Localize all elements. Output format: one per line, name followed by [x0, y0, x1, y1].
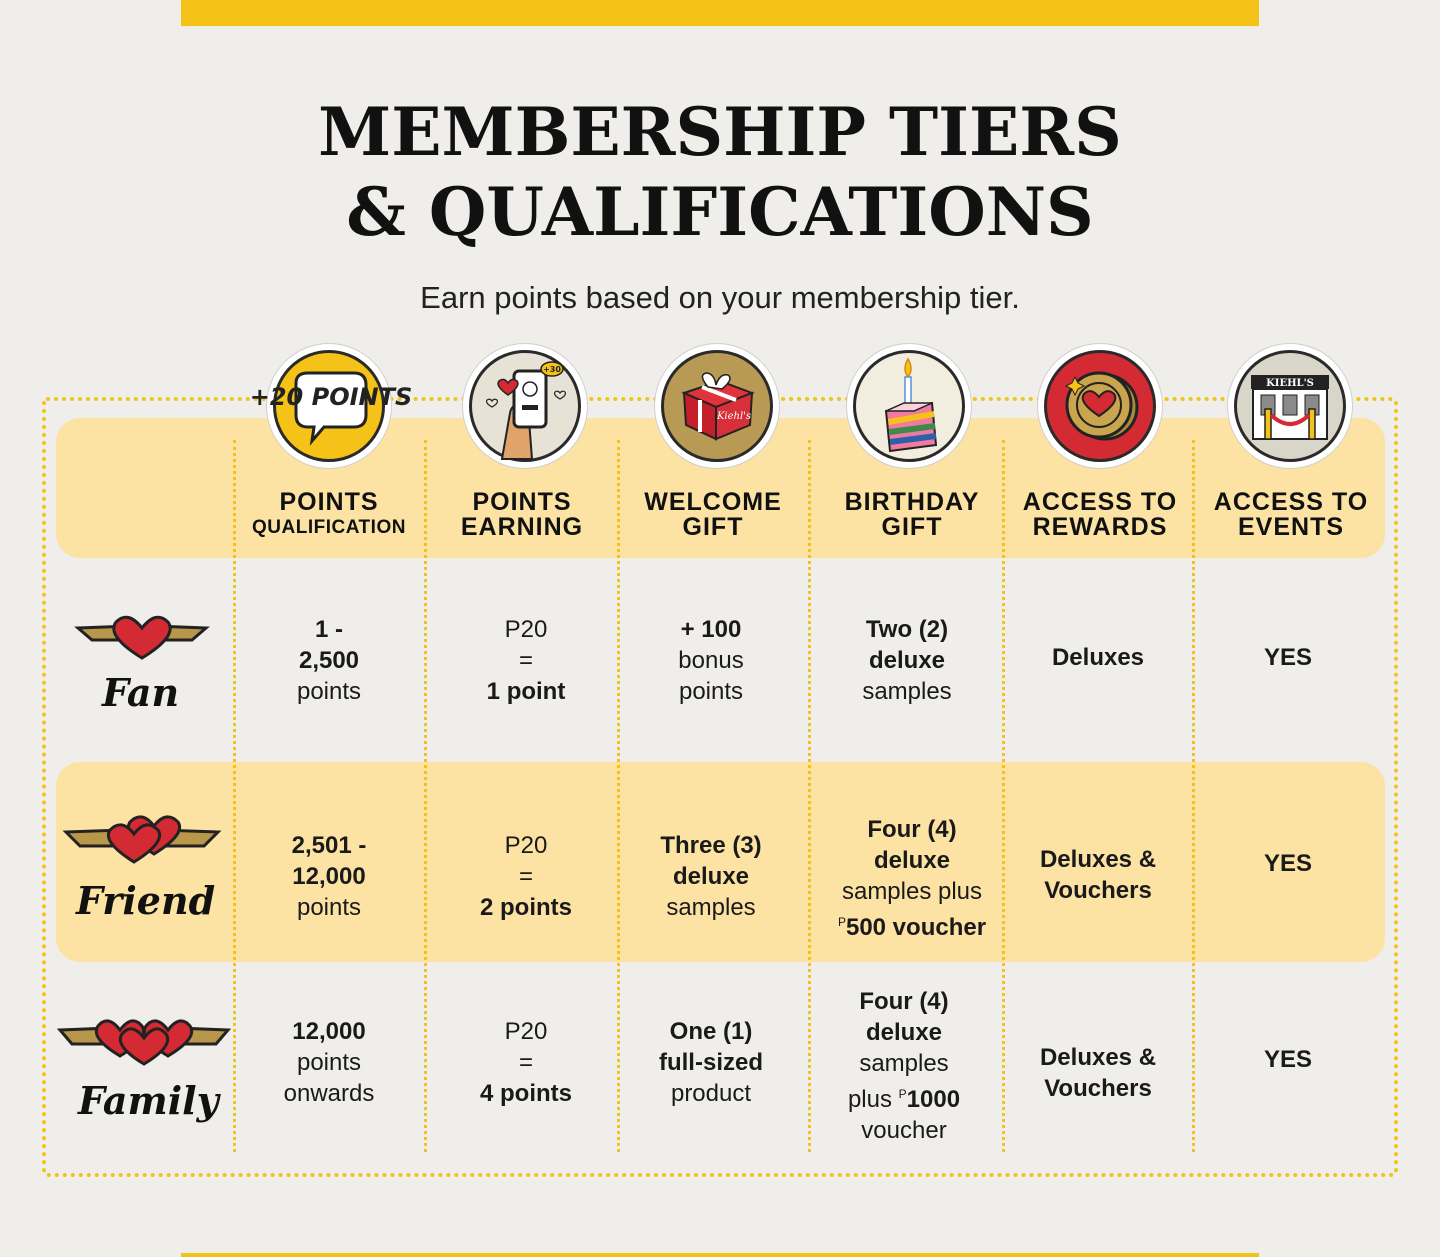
header-line: WELCOME	[644, 488, 782, 516]
cell-line: points	[678, 677, 744, 705]
svg-text:Kiehl's: Kiehl's	[716, 411, 752, 422]
voucher-amount: 1000	[906, 1086, 961, 1113]
cell-line: =	[518, 862, 533, 890]
header-welcome-gift	[620, 490, 806, 540]
cell-line: 2,501 -	[291, 831, 367, 859]
header-line: EARNING	[460, 513, 584, 541]
cell-line: Deluxes &	[1039, 846, 1157, 873]
header-line: POINTS	[472, 488, 572, 516]
page-title	[0, 92, 1440, 252]
cell-line: onwards	[283, 1079, 375, 1107]
peso-sign: P	[837, 914, 846, 929]
cell-line: deluxe	[868, 646, 946, 674]
column-divider	[424, 440, 427, 1152]
cell-line: Three (3)	[660, 831, 762, 859]
cell-line: 12,000	[292, 1017, 366, 1045]
cell-line: Vouchers	[1044, 1075, 1152, 1102]
phone-hearts-icon	[463, 344, 587, 468]
header-points-qualification	[236, 490, 422, 540]
winged-triple-heart-icon	[56, 1012, 232, 1076]
storefront-rope-icon	[1228, 344, 1352, 468]
cell-line: deluxe	[672, 862, 750, 890]
header-line: REWARDS	[1032, 513, 1168, 541]
cell-line: deluxe	[865, 1019, 943, 1046]
cell-line: P20	[504, 1017, 548, 1045]
tier-name-family: Family	[78, 1078, 219, 1123]
header-line: BIRTHDAY	[844, 488, 980, 516]
friend-access-to-rewards	[1005, 800, 1191, 950]
fan-birthday-gift	[812, 600, 1002, 720]
cell-line: samples	[859, 1050, 949, 1077]
cell-line	[812, 1079, 996, 1115]
cell-line: + 100	[680, 615, 742, 643]
cell-line: points	[296, 677, 362, 705]
friend-points-qualification	[236, 816, 422, 936]
header-points-earning	[428, 490, 616, 540]
family-welcome-gift	[620, 1002, 802, 1122]
cell-line: =	[518, 646, 533, 674]
cell-line: samples plus	[841, 877, 983, 905]
cell-line: points	[296, 893, 362, 921]
header-line: GIFT	[881, 513, 943, 541]
title-line-1: MEMBERSHIP TIERS	[318, 93, 1122, 171]
family-access-to-events	[1195, 1004, 1381, 1114]
cell-line: bonus	[678, 646, 744, 674]
svg-text:+20 POINTS: +20 POINTS	[249, 383, 413, 411]
cell-line: Deluxes &	[1039, 1044, 1157, 1071]
cell-line: deluxe	[873, 846, 951, 874]
friend-access-to-events	[1195, 808, 1381, 918]
header-access-to-events	[1195, 490, 1387, 540]
cell-line: One (1)	[669, 1017, 753, 1045]
cell-line: P20	[504, 831, 548, 859]
friend-welcome-gift	[620, 816, 802, 936]
cell-line: YES	[1263, 849, 1313, 877]
header-line: ACCESS TO	[1022, 488, 1178, 516]
cell-line: Two (2)	[865, 615, 949, 643]
cell-line: 2 points	[479, 893, 572, 921]
svg-text:KIEHL'S: KIEHL'S	[1266, 378, 1314, 389]
fan-points-qualification	[236, 600, 422, 720]
tier-name-fan: Fan	[102, 670, 180, 715]
cell-line: 4 points	[479, 1079, 572, 1107]
cell-line: P20	[504, 615, 548, 643]
family-access-to-rewards	[1005, 998, 1191, 1148]
fan-access-to-events	[1195, 600, 1381, 714]
tier-badge-fan	[72, 610, 212, 720]
header-access-to-rewards	[1005, 490, 1195, 540]
cell-line: YES	[1263, 643, 1313, 671]
friend-points-earning	[428, 816, 624, 936]
svg-text:+30: +30	[543, 365, 561, 374]
header-line: POINTS	[279, 488, 379, 516]
header-birthday-gift	[812, 490, 1012, 540]
cell-line: 2,500	[298, 646, 360, 674]
cell-line: Four (4)	[867, 815, 957, 843]
family-points-qualification	[236, 1002, 422, 1122]
points-speech-bubble-icon	[249, 344, 413, 468]
top-accent-bar	[181, 0, 1259, 26]
header-line: ACCESS TO	[1213, 488, 1369, 516]
column-divider	[808, 440, 811, 1152]
birthday-cake-icon	[847, 344, 971, 468]
header-line: GIFT	[682, 513, 744, 541]
header-line: QUALIFICATION	[252, 517, 406, 538]
cell-line: =	[518, 1048, 533, 1076]
family-birthday-gift	[812, 988, 996, 1144]
gift-box-icon	[655, 344, 779, 468]
bottom-accent-line	[181, 1253, 1259, 1257]
cell-line: samples	[666, 893, 756, 921]
cell-line: 1 -	[314, 615, 343, 643]
family-points-earning	[428, 1002, 624, 1122]
heart-coin-icon	[1038, 344, 1162, 468]
cell-line: 1 point	[486, 677, 566, 705]
cell-line: YES	[1263, 1045, 1313, 1073]
tier-badge-friend	[62, 812, 222, 930]
fan-access-to-rewards	[1005, 600, 1191, 714]
cell-line: voucher	[861, 1117, 947, 1144]
cell-line: points	[296, 1048, 362, 1076]
cell-line: Vouchers	[1044, 877, 1152, 904]
header-line: EVENTS	[1237, 513, 1345, 541]
fan-points-earning	[428, 600, 624, 720]
fan-welcome-gift	[620, 600, 802, 720]
winged-heart-icon	[72, 610, 212, 670]
page-subtitle: Earn points based on your membership tier.	[420, 280, 1020, 315]
tier-badge-family	[56, 1012, 232, 1130]
cell-line: full-sized	[658, 1048, 763, 1076]
winged-double-heart-icon	[62, 812, 222, 876]
tier-name-friend: Friend	[76, 878, 216, 923]
cell-line	[812, 907, 1012, 943]
cell-word: plus	[847, 1086, 899, 1113]
cell-line: 12,000	[292, 862, 366, 890]
cell-line: product	[670, 1079, 752, 1107]
friend-birthday-gift	[812, 808, 1012, 948]
peso-sign: P	[898, 1087, 907, 1101]
voucher-amount: 500 voucher	[845, 913, 987, 941]
cell-line: samples	[862, 677, 952, 705]
title-line-2: & QUALIFICATIONS	[346, 173, 1094, 251]
cell-line: Four (4)	[859, 988, 949, 1015]
cell-line: Deluxes	[1051, 643, 1145, 671]
